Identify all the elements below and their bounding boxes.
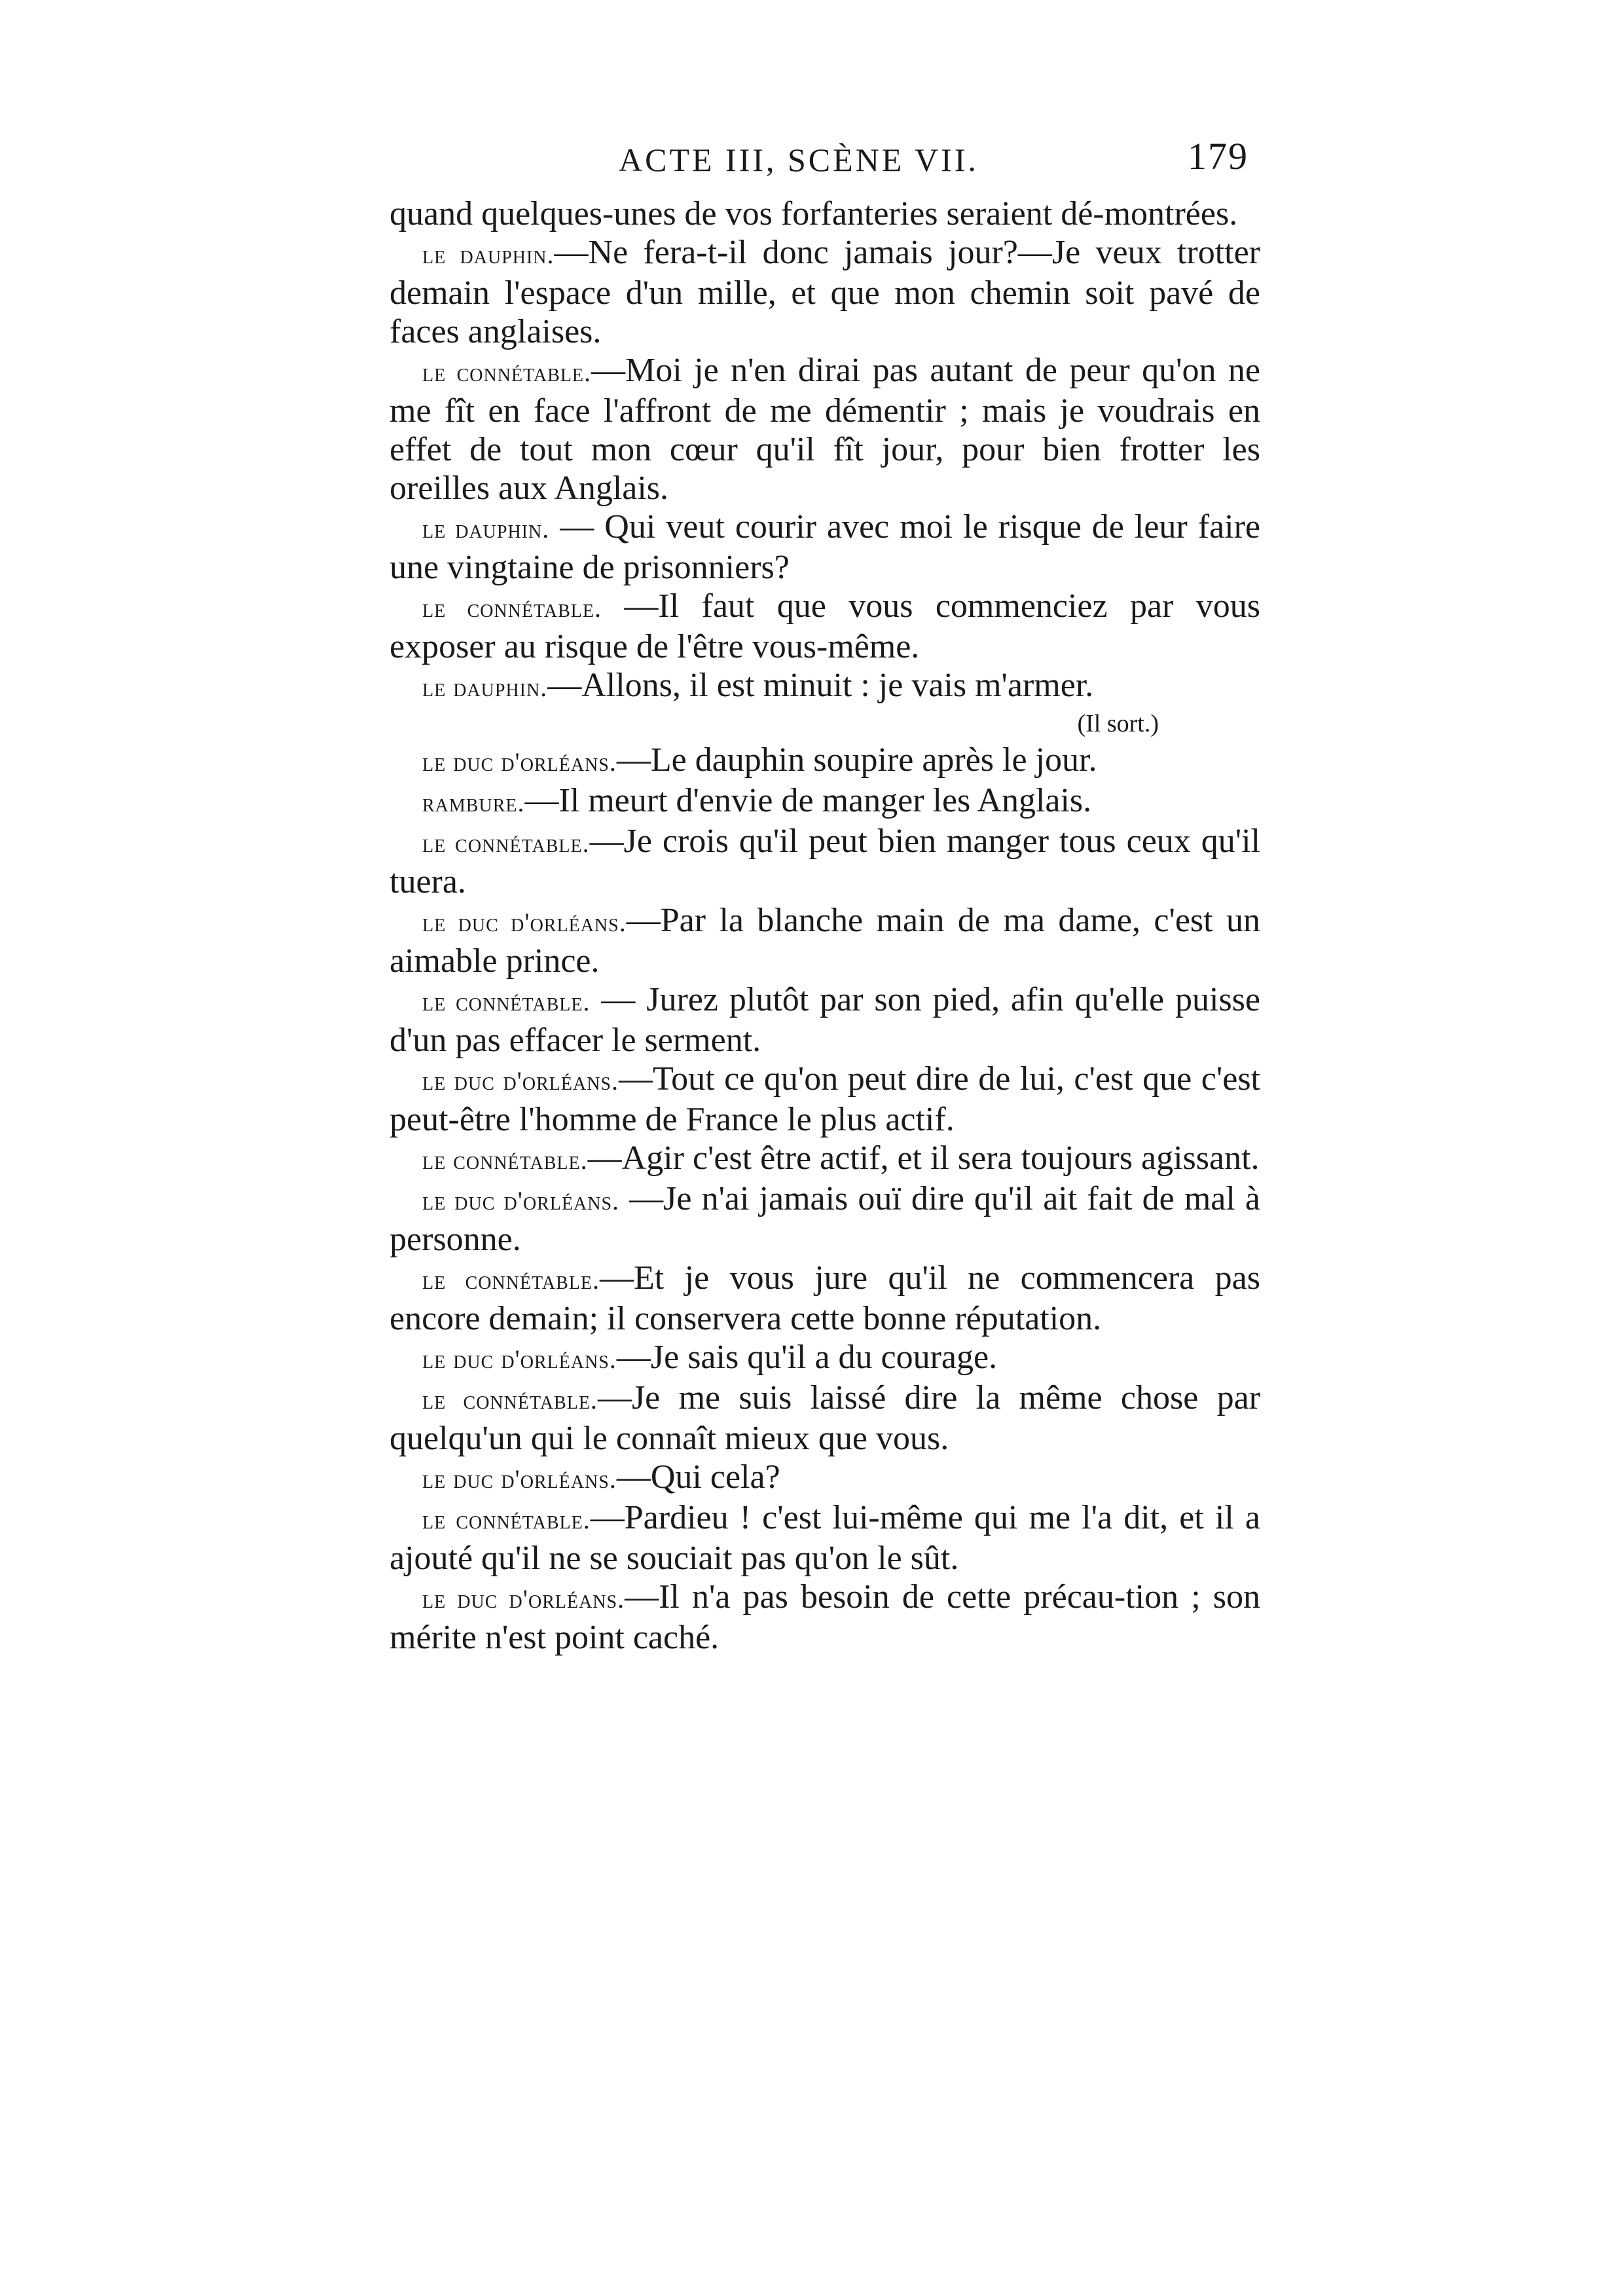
continuation-paragraph	[390, 194, 1260, 233]
speech-text: —Qui cela?	[616, 1458, 780, 1496]
speech	[390, 1578, 1260, 1657]
speech	[390, 1338, 1260, 1379]
speech-text: —Et je vous jure qu'il ne commencera pas encore demain; il conservera cette bonne réputation.	[390, 1259, 1260, 1337]
speech	[390, 822, 1260, 901]
speech-text: — Qui veut courir avec moi le risque de leur faire une vingtaine de prisonniers?	[390, 508, 1260, 586]
speech	[390, 351, 1260, 508]
running-title: ACTE III, SCÈNE VII.	[619, 141, 979, 178]
speech	[390, 233, 1260, 351]
speech-text: —Le dauphin soupire après le jour.	[616, 741, 1097, 779]
speech-text: —Il n'a pas besoin de cette précau-tion ; son mérite n'est point caché.	[390, 1578, 1260, 1656]
speech-text: — Jurez plutôt par son pied, afin qu'elle puisse d'un pas effacer le serment.	[390, 981, 1260, 1059]
book-page	[390, 134, 1260, 1657]
page-header	[390, 134, 1260, 194]
speaker-name: le duc d'orléans.	[422, 908, 627, 937]
speech	[390, 508, 1260, 587]
speech-text: —Il faut que vous commenciez par vous exposer au risque de l'être vous-même.	[390, 587, 1260, 665]
speech	[390, 1179, 1260, 1259]
stage-direction: (Il sort.)	[1077, 710, 1159, 737]
speech	[390, 741, 1260, 781]
speaker-name: le connétable.	[422, 1265, 600, 1295]
speech	[390, 1379, 1260, 1458]
speaker-name: le dauphin.	[422, 673, 548, 702]
speech	[390, 781, 1260, 822]
speech-text: —Je crois qu'il peut bien manger tous ceux qu'il tuera.	[390, 823, 1260, 900]
speech-text: —Je n'ai jamais ouï dire qu'il ait fait de mal à personne.	[390, 1180, 1260, 1258]
speech-text: —Ne fera-t-il donc jamais jour?—Je veux trotter demain l'espace d'un mille, et que mon chemin soit pavé de faces anglaises.	[390, 234, 1260, 350]
speech-text: —Je sais qu'il a du courage.	[616, 1339, 998, 1376]
speech-text: —Par la blanche main de ma dame, c'est un aimable prince.	[390, 902, 1261, 980]
speech	[390, 1139, 1260, 1179]
speaker-name: rambure.	[422, 788, 525, 817]
speech-text: —Pardieu ! c'est lui-même qui me l'a dit, et il a ajouté qu'il ne se souciait pas qu'on le sût.	[390, 1499, 1260, 1577]
speech	[390, 1259, 1260, 1338]
speaker-name: le connétable.	[422, 358, 592, 387]
speech-text: —Moi je n'en dirai pas autant de peur qu'on ne me fît en face l'affront de me démentir ; mais je voudrais en effet de tout mon cœur qu'il fît jour, pour bien frotter les oreilles aux Anglais.	[390, 352, 1260, 507]
speaker-name: le connétable.	[422, 1145, 588, 1175]
speaker-name: le duc d'orléans.	[422, 1066, 619, 1096]
speaker-name: le duc d'orléans.	[422, 1464, 617, 1494]
speech	[390, 666, 1260, 707]
speech-text: —Agir c'est être actif, et il sera toujours agissant.	[587, 1139, 1260, 1177]
speaker-name: le dauphin.	[422, 514, 550, 544]
speech-text: —Tout ce qu'on peut dire de lui, c'est que c'est peut-être l'homme de France le plus actif.	[390, 1060, 1260, 1138]
speech	[390, 587, 1260, 666]
speaker-name: le connétable.	[422, 1505, 591, 1534]
speaker-name: le dauphin.	[422, 240, 555, 269]
play-text	[390, 194, 1260, 1657]
speech	[390, 1060, 1260, 1139]
speech-text: —Il meurt d'envie de manger les Anglais.	[524, 782, 1092, 819]
speaker-name: le duc d'orléans.	[422, 1584, 625, 1614]
speaker-name: le duc d'orléans.	[422, 747, 617, 777]
speech-text: quand quelques-unes de vos forfanteries seraient dé-montrées.	[390, 195, 1238, 232]
speaker-name: le connétable.	[422, 828, 590, 858]
speaker-name: le duc d'orléans.	[422, 1344, 617, 1374]
speech	[390, 1498, 1260, 1578]
speech-text: —Allons, il est minuit : je vais m'armer.	[547, 667, 1094, 704]
speaker-name: le duc d'orléans.	[422, 1186, 620, 1215]
page-number: 179	[1188, 135, 1249, 177]
speech	[390, 901, 1260, 980]
speaker-name: le connétable.	[422, 1385, 598, 1415]
speech	[390, 1458, 1260, 1498]
speaker-name: le connétable.	[422, 987, 591, 1016]
speech-text: —Je me suis laissé dire la même chose par quelqu'un qui le connaît mieux que vous.	[390, 1379, 1260, 1457]
speech	[390, 980, 1260, 1060]
speaker-name: le connétable.	[422, 593, 602, 623]
